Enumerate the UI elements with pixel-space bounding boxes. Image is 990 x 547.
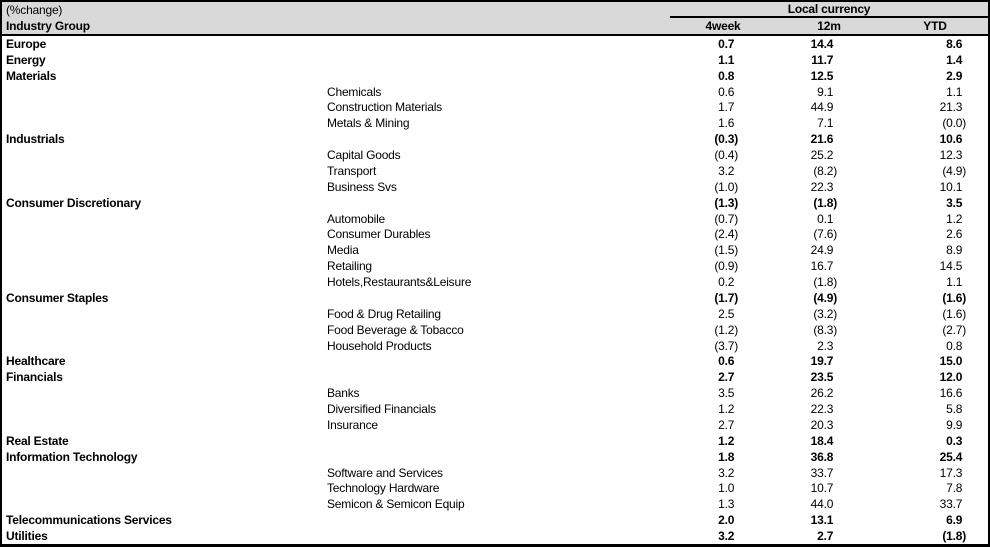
table-header xyxy=(2,2,988,36)
value-12m: 7.1 xyxy=(817,116,834,131)
value-4week: 0.2 xyxy=(718,275,735,290)
value-ytd: (1.8) xyxy=(942,529,966,544)
value-ytd: 0.3 xyxy=(946,433,963,448)
value-12m: 21.6 xyxy=(810,132,834,147)
value-12m: 22.3 xyxy=(810,402,834,417)
value-4week: 3.2 xyxy=(718,529,735,544)
table-row xyxy=(2,369,988,385)
table-row xyxy=(2,115,988,131)
table-row xyxy=(2,322,988,338)
column-header-ytd: YTD xyxy=(923,19,947,33)
industry-group-label: Information Technology xyxy=(6,449,138,464)
industry-group-label: Healthcare xyxy=(6,354,66,369)
value-12m: 36.8 xyxy=(810,449,834,464)
value-ytd: 15.0 xyxy=(939,354,963,369)
value-4week: 3.2 xyxy=(718,465,735,480)
value-ytd: 12.3 xyxy=(939,148,963,163)
table-row xyxy=(2,465,988,481)
table-row xyxy=(2,36,988,52)
value-ytd: (1.6) xyxy=(942,306,966,321)
value-12m: 2.7 xyxy=(817,529,834,544)
value-12m: 26.2 xyxy=(810,386,834,401)
column-headers xyxy=(670,19,988,33)
value-12m: (7.6) xyxy=(813,227,837,242)
industry-group-label: Consumer Staples xyxy=(6,290,109,305)
table-row xyxy=(2,401,988,417)
value-4week: 1.1 xyxy=(718,52,735,67)
value-4week: (1.7) xyxy=(714,290,738,305)
table-row xyxy=(2,290,988,306)
local-currency-header: Local currency xyxy=(787,2,871,16)
value-12m: 20.3 xyxy=(810,417,834,432)
sub-industry-label: Diversified Financials xyxy=(327,402,436,417)
value-12m: 2.3 xyxy=(817,338,834,353)
value-12m: 22.3 xyxy=(810,179,834,194)
sub-industry-label: Technology Hardware xyxy=(327,481,440,496)
industry-group-label: Real Estate xyxy=(6,433,69,448)
industry-group-label: Telecommunications Services xyxy=(6,513,172,528)
sub-industry-label: Semicon & Semicon Equip xyxy=(327,497,465,512)
sub-industry-label: Transport xyxy=(327,163,377,178)
table-row xyxy=(2,338,988,354)
table-row xyxy=(2,52,988,68)
value-12m: (8.3) xyxy=(813,322,837,337)
sub-industry-label: Insurance xyxy=(327,417,378,432)
value-12m: 16.7 xyxy=(810,259,834,274)
value-4week: 2.5 xyxy=(718,306,735,321)
value-4week: (0.4) xyxy=(714,148,738,163)
value-4week: 1.2 xyxy=(718,433,735,448)
value-ytd: (2.7) xyxy=(942,322,966,337)
industry-group-label: Energy xyxy=(6,52,46,67)
table-row xyxy=(2,528,988,544)
table-row xyxy=(2,68,988,84)
sub-industry-label: Construction Materials xyxy=(327,100,442,115)
value-4week: 2.7 xyxy=(718,417,735,432)
value-12m: 44.9 xyxy=(810,100,834,115)
currency-group-cell xyxy=(670,2,988,18)
value-ytd: 14.5 xyxy=(939,259,963,274)
value-4week: (0.7) xyxy=(714,211,738,226)
value-4week: 3.5 xyxy=(718,386,735,401)
value-4week: (1.0) xyxy=(714,179,738,194)
value-ytd: 10.1 xyxy=(939,179,963,194)
table-row xyxy=(2,433,988,449)
sub-industry-label: Household Products xyxy=(327,338,432,353)
value-4week: (0.3) xyxy=(714,132,738,147)
value-12m: 24.9 xyxy=(810,243,834,258)
value-12m: (8.2) xyxy=(813,163,837,178)
value-ytd: 17.3 xyxy=(939,465,963,480)
value-ytd: 12.0 xyxy=(939,370,963,385)
value-ytd: (1.6) xyxy=(942,290,966,305)
sub-industry-label: Hotels,Restaurants&Leisure xyxy=(327,275,472,290)
value-12m: 0.1 xyxy=(817,211,834,226)
value-ytd: 9.9 xyxy=(946,417,963,432)
value-4week: 1.3 xyxy=(718,497,735,512)
sub-industry-label: Software and Services xyxy=(327,465,443,480)
table-row xyxy=(2,242,988,258)
table-row xyxy=(2,147,988,163)
table-row xyxy=(2,385,988,401)
value-4week: 1.6 xyxy=(718,116,735,131)
table-row xyxy=(2,481,988,497)
value-4week: 1.7 xyxy=(718,100,735,115)
value-12m: 10.7 xyxy=(810,481,834,496)
value-ytd: 1.1 xyxy=(946,84,963,99)
value-4week: (2.4) xyxy=(714,227,738,242)
value-12m: 25.2 xyxy=(810,148,834,163)
value-ytd: (0.0) xyxy=(942,116,966,131)
value-4week: 1.8 xyxy=(718,449,735,464)
value-4week: (1.2) xyxy=(714,322,738,337)
table-row xyxy=(2,417,988,433)
sub-industry-label: Automobile xyxy=(327,211,386,226)
column-header-4week: 4week xyxy=(705,19,741,33)
value-ytd: 3.5 xyxy=(946,195,963,210)
table-row xyxy=(2,163,988,179)
value-4week: 1.2 xyxy=(718,402,735,417)
value-12m: 44.0 xyxy=(810,497,834,512)
sub-industry-label: Banks xyxy=(327,386,360,401)
sub-industry-label: Food & Drug Retailing xyxy=(327,306,441,321)
value-ytd: 0.8 xyxy=(946,338,963,353)
value-12m: 13.1 xyxy=(810,513,834,528)
value-ytd: (4.9) xyxy=(942,163,966,178)
value-12m: 33.7 xyxy=(810,465,834,480)
sub-industry-label: Consumer Durables xyxy=(327,227,431,242)
sub-industry-label: Media xyxy=(327,243,359,258)
value-4week: 0.8 xyxy=(718,68,735,83)
table-row xyxy=(2,258,988,274)
value-ytd: 1.2 xyxy=(946,211,963,226)
value-ytd: 8.6 xyxy=(946,36,963,51)
header-row-currency xyxy=(2,2,988,18)
table-row xyxy=(2,496,988,512)
value-ytd: 10.6 xyxy=(939,132,963,147)
percent-change-label: (%change) xyxy=(6,3,63,17)
sub-industry-label: Chemicals xyxy=(327,84,382,99)
sub-industry-label: Metals & Mining xyxy=(327,116,410,131)
value-12m: 18.4 xyxy=(810,433,834,448)
value-12m: 19.7 xyxy=(810,354,834,369)
industry-group-label: Financials xyxy=(6,370,63,385)
table-row xyxy=(2,131,988,147)
value-ytd: 6.9 xyxy=(946,513,963,528)
industry-group-label: Utilities xyxy=(6,529,48,544)
value-ytd: 2.6 xyxy=(946,227,963,242)
value-4week: 2.7 xyxy=(718,370,735,385)
table-row xyxy=(2,354,988,370)
value-ytd: 8.9 xyxy=(946,243,963,258)
value-12m: 14.4 xyxy=(810,36,834,51)
table-row xyxy=(2,227,988,243)
column-header-12m: 12m xyxy=(817,19,841,33)
value-4week: 2.0 xyxy=(718,513,735,528)
industry-group-label: Consumer Discretionary xyxy=(6,195,141,210)
value-12m: 9.1 xyxy=(817,84,834,99)
value-4week: 0.6 xyxy=(718,354,735,369)
table-row xyxy=(2,274,988,290)
value-ytd: 33.7 xyxy=(939,497,963,512)
value-12m: (4.9) xyxy=(813,290,837,305)
industry-group-label: Materials xyxy=(6,68,57,83)
table-row xyxy=(2,512,988,528)
table-row xyxy=(2,195,988,211)
sub-industry-label: Capital Goods xyxy=(327,148,401,163)
header-row-columns xyxy=(2,18,988,34)
value-ytd: 2.9 xyxy=(946,68,963,83)
industry-group-label: Industrials xyxy=(6,132,65,147)
value-4week: 3.2 xyxy=(718,163,735,178)
value-12m: 11.7 xyxy=(811,52,834,67)
sub-industry-label: Retailing xyxy=(327,259,372,274)
value-4week: 0.7 xyxy=(718,36,735,51)
value-4week: 1.0 xyxy=(718,481,735,496)
value-ytd: 25.4 xyxy=(939,449,963,464)
value-12m: (1.8) xyxy=(813,195,837,210)
value-4week: 0.6 xyxy=(718,84,735,99)
value-4week: (1.5) xyxy=(714,243,738,258)
table-row xyxy=(2,449,988,465)
value-4week: (1.3) xyxy=(714,195,738,210)
value-12m: (1.8) xyxy=(813,275,837,290)
sub-industry-label: Business Svs xyxy=(327,179,397,194)
table-row xyxy=(2,84,988,100)
value-ytd: 5.8 xyxy=(946,402,963,417)
value-ytd: 7.8 xyxy=(946,481,963,496)
table-body xyxy=(2,36,988,544)
value-ytd: 21.3 xyxy=(939,100,963,115)
value-4week: (3.7) xyxy=(714,338,738,353)
table-row xyxy=(2,211,988,227)
industry-group-header: Industry Group xyxy=(6,19,90,33)
industry-group-label: Europe xyxy=(6,36,47,51)
value-ytd: 16.6 xyxy=(939,386,963,401)
value-ytd: 1.1 xyxy=(946,275,963,290)
value-12m: 12.5 xyxy=(810,68,834,83)
value-12m: (3.2) xyxy=(813,306,837,321)
value-4week: (0.9) xyxy=(714,259,738,274)
table-row xyxy=(2,179,988,195)
table-row xyxy=(2,100,988,116)
value-ytd: 1.4 xyxy=(946,52,963,67)
table-row xyxy=(2,306,988,322)
sub-industry-label: Food Beverage & Tobacco xyxy=(327,322,464,337)
value-12m: 23.5 xyxy=(810,370,834,385)
